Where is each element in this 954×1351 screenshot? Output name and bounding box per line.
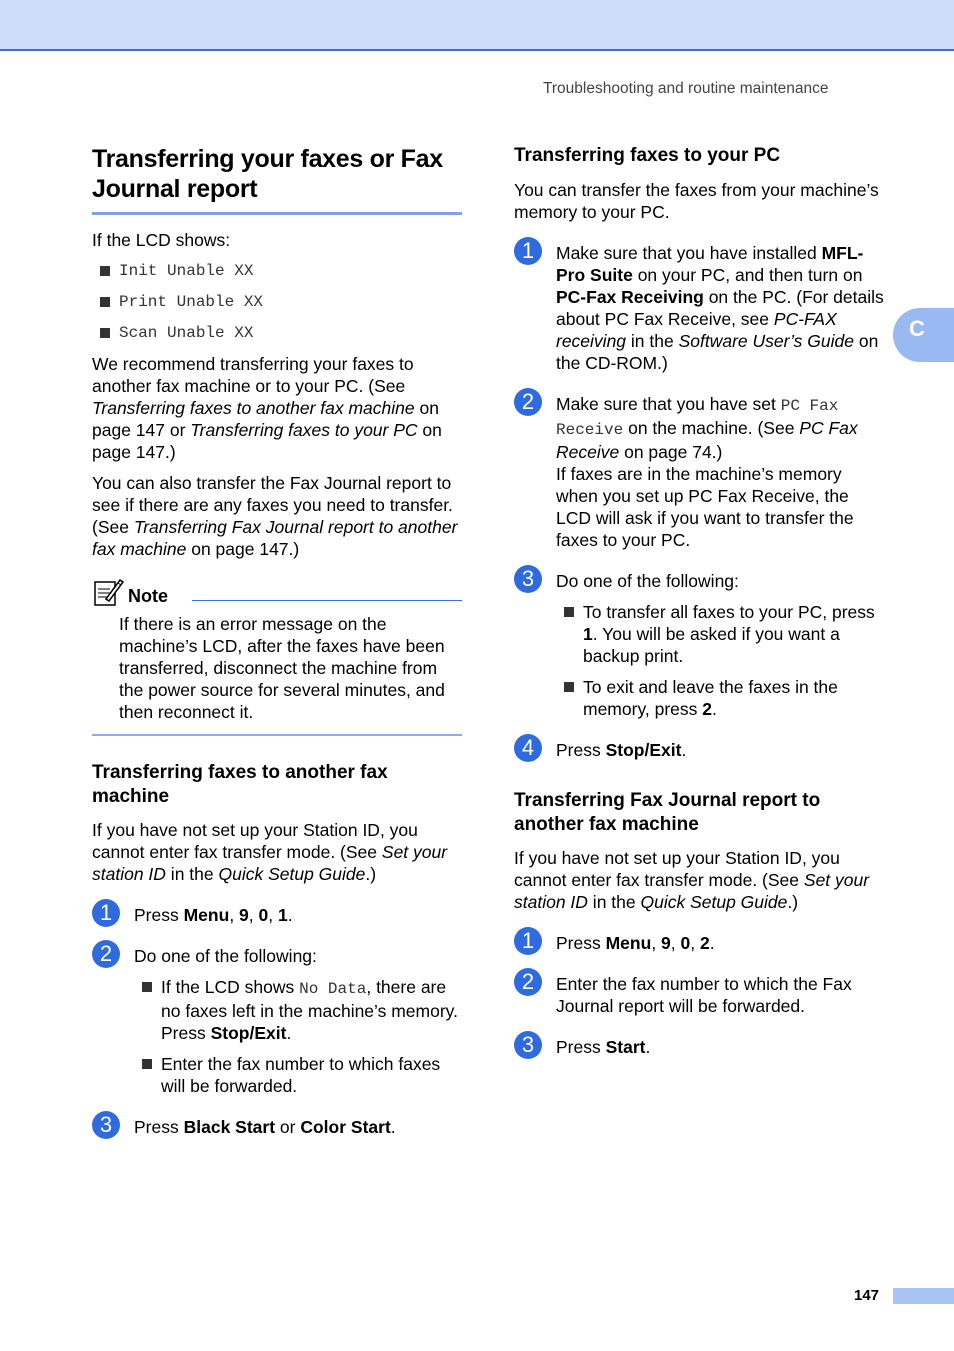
note-icon <box>92 577 124 607</box>
pc-intro: You can transfer the faxes from your machine’s memory to your PC. <box>514 180 879 222</box>
step-number: 3 <box>514 1031 542 1059</box>
section-heading-pc: Transferring faxes to your PC <box>514 145 781 166</box>
page-number: 147 <box>854 1287 880 1304</box>
step-3: 3 Do one of the following: To transfer all faxes to your PC, press 1. You will be asked if you want a backup print. To exit and leave the faxes in the memory, press 2. <box>514 570 884 720</box>
section-heading: Transferring faxes to another fax machine <box>92 762 388 807</box>
step-number: 2 <box>514 968 542 996</box>
title-rule <box>92 212 462 215</box>
step-number: 2 <box>92 940 120 968</box>
note-end-rule <box>92 734 462 736</box>
section-heading-journal: Transferring Fax Journal report to another fax machine <box>514 790 821 835</box>
lcd-message-list <box>92 260 462 344</box>
list-item: To transfer all faxes to your PC, press 1. You will be asked if you want a backup print. <box>556 601 884 667</box>
bullet-icon <box>100 266 110 276</box>
journal-paragraph: You can also transfer the Fax Journal report to see if there are any faxes you need to transfer. (See Transferring Fax Journal report to another fax machine on page 147.) <box>92 473 458 559</box>
list-item: Scan Unable XX <box>100 322 462 344</box>
page-title: Transferring your faxes or Fax Journal report <box>92 145 443 203</box>
intro-paragraph: We recommend transferring your faxes to another fax machine or to your PC. (See Transferring faxes to another fax machine on page 147 or Transferring faxes to your PC on page 147.) <box>92 354 442 462</box>
step-number: 2 <box>514 388 542 416</box>
step-number: 3 <box>514 565 542 593</box>
running-title: Troubleshooting and routine maintenance <box>543 80 829 97</box>
lcd-intro: If the LCD shows: <box>92 230 231 250</box>
section-transfer-to-fax <box>92 761 462 1138</box>
bullet-icon <box>564 682 574 692</box>
step-number: 1 <box>514 927 542 955</box>
step-number: 1 <box>92 899 120 927</box>
bullet-icon <box>142 1059 152 1069</box>
journal-intro: If you have not set up your Station ID, you cannot enter fax transfer mode. (See Set your station ID in the Quick Setup Guide.) <box>514 848 870 912</box>
list-item: To exit and leave the faxes in the memory, press 2. <box>556 676 884 720</box>
note-rule <box>192 600 462 601</box>
step-1: 1 Press Menu, 9, 0, 2. <box>514 932 884 954</box>
list-item: If the LCD shows No Data, there are no faxes left in the machine’s memory. Press Stop/Exit. <box>134 976 462 1044</box>
list-item: Enter the fax number to which faxes will be forwarded. <box>134 1053 462 1097</box>
step-3: 3 Press Start. <box>514 1036 884 1058</box>
step-number: 1 <box>514 237 542 265</box>
list-item: Print Unable XX <box>100 291 462 313</box>
step-1: 1 Make sure that you have installed MFL-Pro Suite on your PC, and then turn on PC-Fax Receiving on the PC. (For details about PC Fax Receive, see PC-FAX receiving in the Software User’s Guide on the CD-ROM.) <box>514 242 884 374</box>
header-bar <box>0 0 954 51</box>
note-text: If there is an error message on the machine’s LCD, after the faxes have been transferred, disconnect the machine from the power source for several minutes, and then reconnect it. <box>119 614 445 722</box>
step-number: 4 <box>514 734 542 762</box>
step-4: 4 Press Stop/Exit. <box>514 739 884 761</box>
step-2: 2 Make sure that you have set PC Fax Receive on the machine. (See PC Fax Receive on page 74.) If faxes are in the machine’s memory when you set up PC Fax Receive, the LCD will ask if you want to transfer the faxes to your PC. <box>514 393 884 551</box>
step-2: 2 Enter the fax number to which the Fax Journal report will be forwarded. <box>514 973 884 1017</box>
step-number: 3 <box>92 1111 120 1139</box>
chapter-tab <box>893 308 954 362</box>
left-column <box>92 144 462 1138</box>
list-item: Init Unable XX <box>100 260 462 282</box>
note-box <box>92 577 462 723</box>
bullet-icon <box>564 607 574 617</box>
chapter-tab-letter: C <box>909 316 925 341</box>
step-3: 3 Press Black Start or Color Start. <box>92 1116 462 1138</box>
section-intro: If you have not set up your Station ID, you cannot enter fax transfer mode. (See Set your station ID in the Quick Setup Guide.) <box>92 820 448 884</box>
note-label: Note <box>128 586 168 606</box>
right-column <box>514 144 884 1058</box>
section-journal <box>514 789 884 1058</box>
step-2: 2 Do one of the following: If the LCD shows No Data, there are no faxes left in the machine’s memory. Press Stop/Exit. Enter the fax number to which faxes will be forwarded. <box>92 945 462 1097</box>
bullet-icon <box>100 297 110 307</box>
bullet-icon <box>142 982 152 992</box>
bullet-icon <box>100 328 110 338</box>
step-1: 1 Press Menu, 9, 0, 1. <box>92 904 462 926</box>
page-number-bar <box>893 1288 954 1304</box>
